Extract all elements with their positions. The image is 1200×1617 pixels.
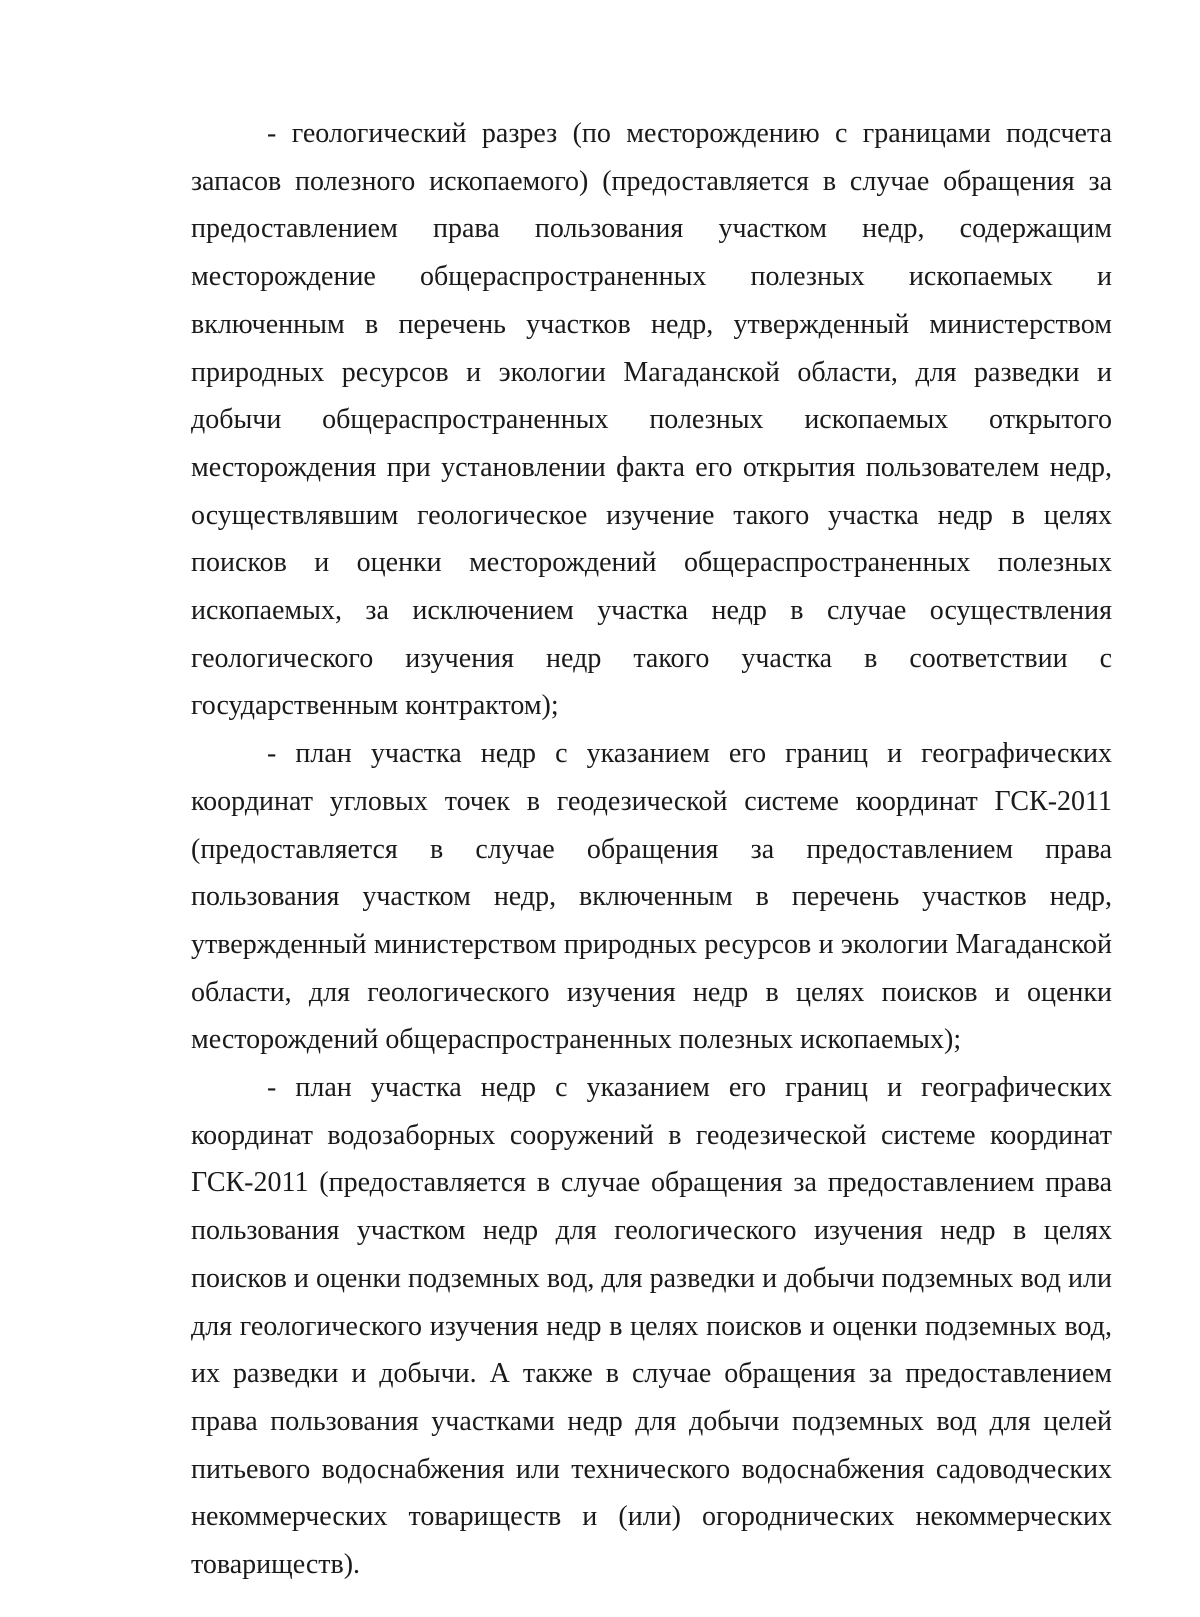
paragraph-geological-section: - геологический разрез (по месторождению с границами подсчета запасов полезного ископаемого) (предоставляется в случае обращения за предоставлением права пользования участком недр, содержащим месторождение общераспространенных полезных ископаемых и включенным в перечень участков недр, утвержденный министерством природных ресурсов и экологии Магаданской области, для разведки и добычи общераспространенных полезных ископаемых открытого месторождения при установлении факта его открытия пользователем недр, осуществлявшим геологическое изучение такого участка недр в целях поисков и оценки месторождений общераспространенных полезных ископаемых, за исключением участка недр в случае осуществления геологического изучения недр такого участка в соответствии с государственным контрактом); [191, 118, 1112, 722]
paragraph-water-intake-plan: - план участка недр с указанием его границ и географических координат водозаборных сооружений в геодезической системе координат ГСК-2011 (предоставляется в случае обращения за предоставлением права пользования участком недр для геологического изучения недр в целях поисков и оценки подземных вод, для разведки и добычи подземных вод или для геологического изучения недр в целях поисков и оценки подземных вод, их разведки и добычи. А также в случае обращения за предоставлением права пользования участками недр для добычи подземных вод для целей питьевого водоснабжения или технического водоснабжения садоводческих некоммерческих товариществ и (или) огороднических некоммерческих товариществ). [191, 1072, 1112, 1581]
paragraph-corner-points-plan: - план участка недр с указанием его границ и географических координат угловых точек в геодезической системе координат ГСК-2011 (предоставляется в случае обращения за предоставлением права пользования участком недр, включенным в перечень участков недр, утвержденный министерством природных ресурсов и экологии Магаданской области, для геологического изучения недр в целях поисков и оценки месторождений общераспространенных полезных ископаемых); [191, 738, 1112, 1056]
document-body [191, 110, 1112, 1589]
